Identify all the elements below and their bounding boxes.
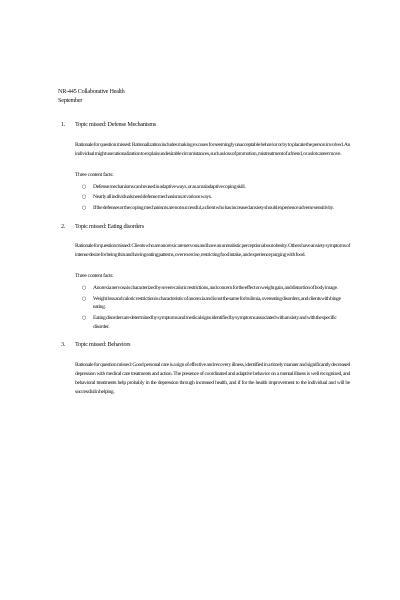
fact-item [75, 314, 350, 331]
topic-number: 2. [61, 222, 66, 230]
fact-text: Defense mechanisms can be used in adaptive ways, or as a maladaptive coping skill. [93, 183, 246, 190]
topic-item [58, 341, 350, 397]
fact-item [75, 183, 350, 192]
hollow-bullet-icon: ○ [81, 314, 86, 321]
fact-list [58, 183, 350, 213]
topic-title: Topic missed: Behaviors [75, 341, 131, 349]
fact-list [58, 284, 350, 331]
content-facts-label: Three content facts: [75, 171, 114, 178]
course-title: NR-445 Collaborative Health [58, 88, 125, 95]
fact-item [75, 284, 350, 293]
fact-item [75, 295, 350, 312]
content-facts-label: Three content facts: [75, 273, 114, 280]
topic-heading [58, 223, 350, 232]
fact-text: Anorexia nervosa is characterized by severe caloric restrictions, and concern for the effect on weight gain, and distortion of body image. [93, 285, 338, 292]
topic-title: Topic missed: Defense Mechanisms [75, 121, 157, 129]
fact-text: Eating disorders are determined by symptoms and medical signs identified by symptoms associated with anxiety and with the specific disorder. [93, 314, 337, 330]
topic-title: Topic missed: Eating disorders [75, 222, 144, 230]
topic-number: 1. [61, 121, 66, 129]
topic-heading [58, 341, 350, 350]
document-date: September [58, 96, 83, 104]
topic-item [58, 223, 350, 332]
fact-item [75, 193, 350, 202]
hollow-bullet-icon: ○ [81, 295, 86, 302]
topic-item [58, 121, 350, 212]
hollow-bullet-icon: ○ [81, 204, 86, 211]
fact-item [75, 204, 350, 213]
fact-text: Nearly all individuals need defense mechanisms at various ways. [93, 194, 212, 201]
topic-number: 3. [61, 341, 66, 349]
rationale-paragraph: Rationale for question missed: Clients who are anorexic are nervous and have an unrealistic perception about obesity. Others have anxiety symptoms of intense desire for being thin and having eating patterns, over exercise, restricting food intake, and experience purging with food. [75, 243, 350, 259]
fact-text: If the defenses or the coping mechanisms are not successful, a client who has increased anxiety should experience adverse sensitivity. [93, 204, 334, 211]
rationale-paragraph: Rationale for question missed: Rationalization includes making excuses for seemingly unacceptable behavior or by to placate the person involved. An individual might use rationalization to explain undesirable circumstances, such as loss of promotion, mistreatment of a friend, or a slot career move. [75, 141, 350, 157]
topic-heading [58, 121, 350, 130]
rationale-paragraph: Rationale for question missed: Good personal care is a sign of effective and recovery illness, identified in a timely manner and significantly decreased depression with medical care treatments and action. The presence of coordinated and adaptive behavior on a mental illness is well recognized, and behavioral treatments help probably in the depression through increased health, and if for the health improvement to the individual and will be successful in helping. [75, 361, 350, 395]
hollow-bullet-icon: ○ [81, 285, 86, 292]
fact-text: Weight loss and caloric restriction is characteristic of anorexia and is not the same for bulimia, overeating disorders, and clients with binge eating. [93, 295, 341, 311]
hollow-bullet-icon: ○ [81, 194, 86, 201]
hollow-bullet-icon: ○ [81, 183, 86, 190]
topic-list [58, 121, 350, 397]
